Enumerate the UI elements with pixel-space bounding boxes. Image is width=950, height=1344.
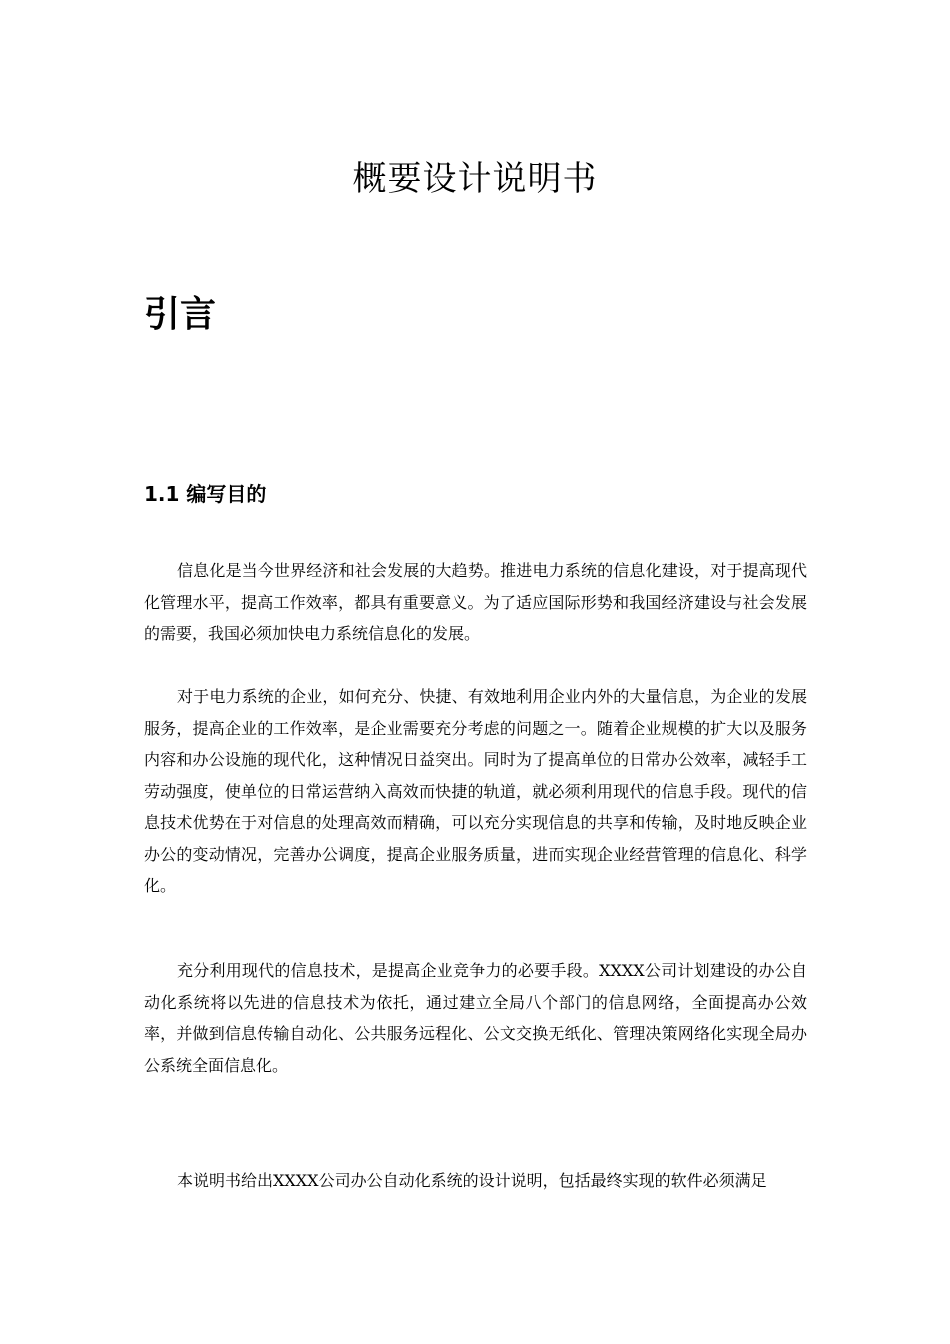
document-title: 概要设计说明书 xyxy=(352,159,598,199)
body-paragraph: 信息化是当今世界经济和社会发展的大趋势。推进电力系统的信息化建设，对于提高现代化管理水平，提高工作效率，都具有重要意义。为了适应国际形势和我国经济建设与社会发展的需要，我国必须加快电力系统信息化的发展。 xyxy=(144,561,807,643)
section-heading: 1.1 编写目的 xyxy=(144,482,267,506)
body-paragraph: 本说明书给出XXXX公司办公自动化系统的设计说明，包括最终实现的软件必须满足 xyxy=(177,1171,767,1190)
body-paragraph: 对于电力系统的企业，如何充分、快捷、有效地利用企业内外的大量信息，为企业的发展服务，提高企业的工作效率，是企业需要充分考虑的问题之一。随着企业规模的扩大以及服务内容和办公设施的现代化，这种情况日益突出。同时为了提高单位的日常办公效率，减轻手工劳动强度，使单位的日常运营纳入高效而快捷的轨道，就必须利用现代的信息手段。现代的信息技术优势在于对信息的处理高效而精确，可以充分实现信息的共享和传输，及时地反映企业办公的变动情况，完善办公调度，提高企业服务质量，进而实现企业经营管理的信息化、科学化。 xyxy=(144,687,807,895)
chapter-heading: 引言 xyxy=(144,294,217,335)
body-paragraph: 充分利用现代的信息技术，是提高企业竞争力的必要手段。XXXX公司计划建设的办公自动化系统将以先进的信息技术为依托，通过建立全局八个部门的信息网络，全面提高办公效率，并做到信息传输自动化、公共服务远程化、公文交换无纸化、管理决策网络化实现全局办公系统全面信息化。 xyxy=(144,961,807,1075)
